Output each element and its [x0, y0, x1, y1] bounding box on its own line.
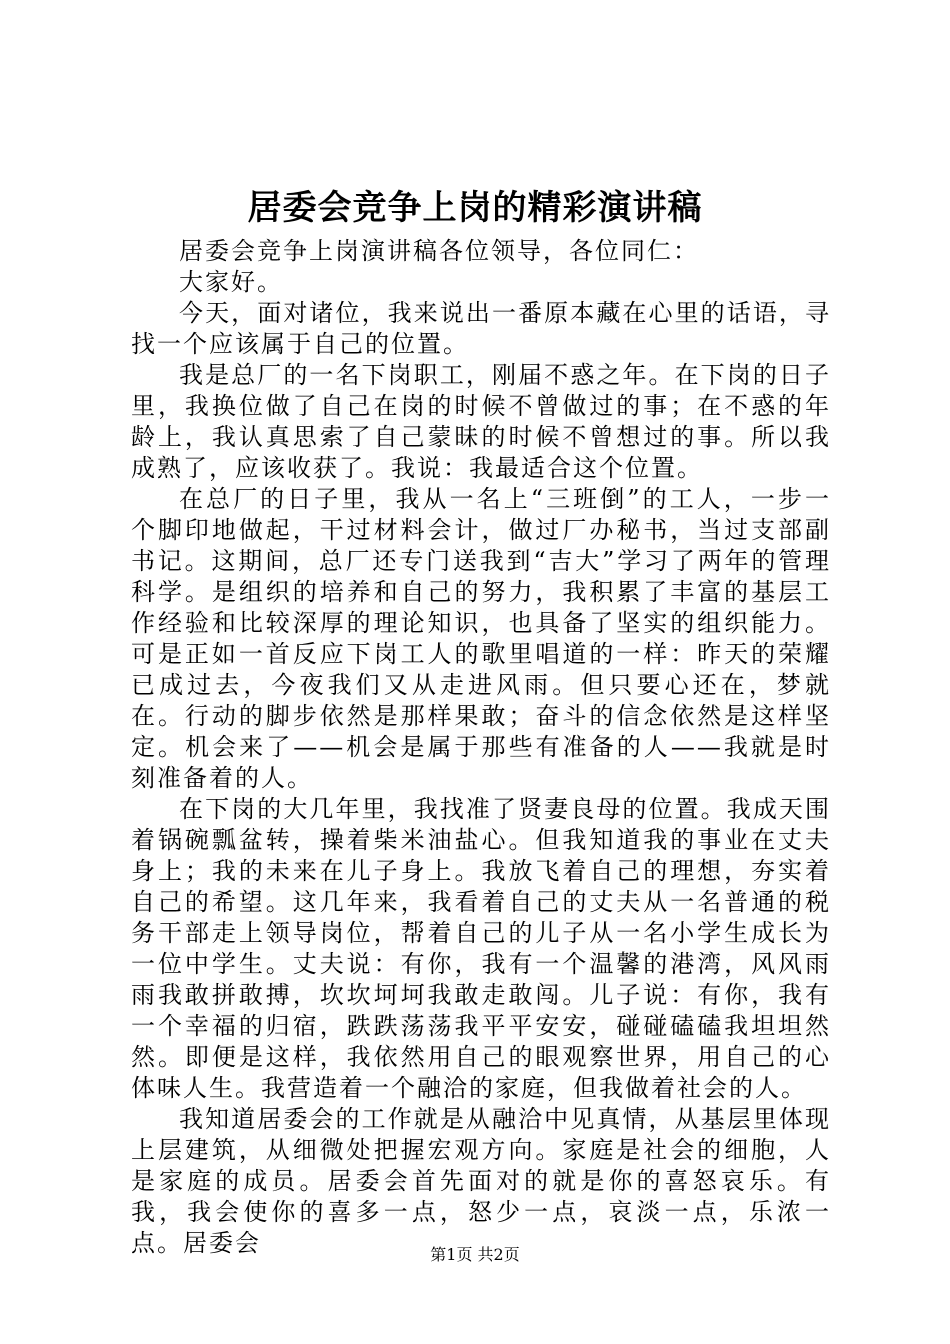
- paragraph-committee-work: 我知道居委会的工作就是从融洽中见真情，从基层里体现上层建筑，从细微处把握宏观方向。家庭是社会的细胞，人是家庭的成员。居委会首先面对的就是你的喜怒哀乐。有我，我会使你的喜多一点，怒少一点，哀淡一点，乐浓一点。居委会: [131, 1105, 831, 1257]
- paragraph-greeting: 大家好。: [179, 268, 283, 296]
- document-body: [131, 236, 831, 1259]
- paragraph-salutation: 居委会竞争上岗演讲稿各位领导，各位同仁：: [179, 237, 699, 265]
- paragraph-experience: 在总厂的日子里，我从一名上“三班倒”的工人，一步一个脚印地做起，干过材料会计，做过厂办秘书，当过支部副书记。这期间，总厂还专门送我到“吉大”学习了两年的管理科学。是组织的培养和自己的努力，我积累了丰富的基层工作经验和比较深厚的理论知识，也具备了坚实的组织能力。可是正如一首反应下岗工人的歌里唱道的一样：昨天的荣耀已成过去，今夜我们又从走进风雨。但只要心还在，梦就在。行动的脚步依然是那样果敢；奋斗的信念依然是这样坚定。机会来了——机会是属于那些有准备的人——我就是时刻准备着的人。: [131, 485, 831, 792]
- page-footer: 第1页 共2页: [430, 1245, 520, 1264]
- paragraph-family: 在下岗的大几年里，我找准了贤妻良母的位置。我成天围着锅碗瓢盆转，操着柴米油盐心。但我知道我的事业在丈夫身上；我的未来在儿子身上。我放飞着自己的理想，夯实着自己的希望。这几年来，我看着自己的丈夫从一名普通的税务干部走上领导岗位，帮着自己的儿子从一名小学生成长为一位中学生。丈夫说：有你，我有一个温馨的港湾，风风雨雨我敢拼敢搏，坎坎坷坷我敢走敢闯。儿子说：有你，我有一个幸福的归宿，跌跌荡荡我平平安安，碰碰磕磕我坦坦然然。即便是这样，我依然用自己的眼观察世界，用自己的心体味人生。我营造着一个融洽的家庭，但我做着社会的人。: [131, 795, 831, 1102]
- paragraph-intro: 今天，面对诸位，我来说出一番原本藏在心里的话语，寻找一个应该属于自己的位置。: [131, 299, 831, 358]
- document-title: 居委会竞争上岗的精彩演讲稿: [247, 188, 703, 228]
- paragraph-background: 我是总厂的一名下岗职工，刚届不惑之年。在下岗的日子里，我换位做了自己在岗的时候不曾做过的事；在不惑的年龄上，我认真思索了自己蒙昧的时候不曾想过的事。所以我成熟了，应该收获了。我说：我最适合这个位置。: [131, 361, 831, 482]
